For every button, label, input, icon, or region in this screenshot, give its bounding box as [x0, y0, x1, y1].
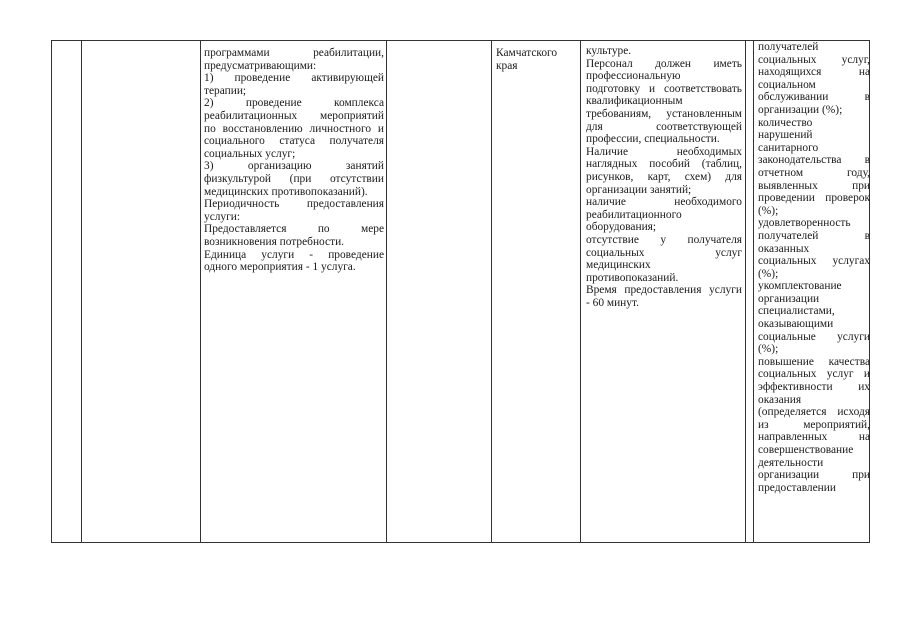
- text-line: нарушений: [758, 129, 813, 142]
- text-line: социальных услуг;: [204, 147, 296, 160]
- service-standard-table: [51, 40, 870, 543]
- text-line: Предоставляется по мере: [204, 223, 384, 236]
- text-line: оборудования;: [586, 221, 657, 234]
- text-line: физкультурой (при отсутствии: [204, 172, 384, 185]
- text-line: отсутствие у получателя: [586, 233, 742, 246]
- text-line: края: [496, 59, 518, 72]
- text-line: социальных услуг: [586, 246, 742, 259]
- text-line: оказывающими: [758, 318, 834, 331]
- text-line: наглядных пособий (таблиц,: [586, 158, 742, 171]
- service-description-cell: [204, 47, 384, 274]
- text-line: для соответствующей: [586, 120, 742, 133]
- text-line: одного мероприятия - 1 услуга.: [204, 261, 356, 274]
- text-line: социальном: [758, 78, 816, 91]
- text-line: Периодичность предоставления: [204, 198, 384, 211]
- text-line: реабилитационного: [586, 208, 682, 221]
- text-line: проведении проверок: [758, 192, 870, 205]
- text-line: (%);: [758, 267, 779, 280]
- text-line: (%);: [758, 343, 779, 356]
- column-divider-5: [580, 41, 581, 542]
- text-line: количество: [758, 116, 813, 129]
- text-line: 2) проведение комплекса: [204, 97, 384, 110]
- text-line: организации при: [758, 469, 870, 482]
- text-line: реабилитационных мероприятий: [204, 109, 384, 122]
- column-divider-3: [386, 41, 387, 542]
- text-line: требованиям, установленным: [586, 107, 742, 120]
- column-divider-2: [200, 41, 201, 542]
- text-line: законодательства в: [758, 154, 870, 167]
- text-line: оказанных: [758, 242, 810, 255]
- text-line: укомплектование: [758, 280, 842, 293]
- text-line: эффективности их: [758, 381, 870, 394]
- text-line: социальных услуг и: [758, 368, 870, 381]
- text-line: организации (%);: [758, 103, 843, 116]
- text-line: удовлетворенность: [758, 217, 851, 230]
- text-line: из мероприятий,: [758, 418, 870, 431]
- text-line: терапии;: [204, 84, 247, 97]
- quality-indicators-cell: [758, 41, 870, 542]
- text-line: Единица услуги - проведение: [204, 248, 384, 261]
- text-line: социальных услугах: [758, 255, 870, 268]
- text-line: услуги:: [204, 210, 241, 223]
- text-line: социальных услуг,: [758, 53, 870, 66]
- text-line: обслуживании в: [758, 91, 870, 104]
- region-cell: [496, 47, 578, 72]
- text-line: Персонал должен иметь: [586, 57, 742, 70]
- text-line: совершенствование: [758, 444, 854, 456]
- text-line: социальные услуги: [758, 330, 870, 343]
- text-line: противопоказаний.: [586, 271, 679, 284]
- column-divider-4: [491, 41, 492, 542]
- column-divider-7: [753, 41, 754, 542]
- text-line: Камчатского: [496, 47, 558, 59]
- text-line: получателей в: [758, 229, 870, 242]
- text-line: деятельности: [758, 456, 824, 469]
- text-line: программами реабилитации,: [204, 47, 384, 59]
- text-line: 3) организацию занятий: [204, 160, 384, 173]
- text-line: предусматривающими:: [204, 59, 317, 72]
- text-line: медицинских противопоказаний).: [204, 185, 368, 198]
- text-line: культуре.: [586, 45, 632, 57]
- text-line: оказания: [758, 393, 802, 406]
- text-line: организации занятий;: [586, 183, 692, 196]
- text-line: повышение качества: [758, 355, 870, 368]
- text-line: Наличие необходимых: [586, 145, 742, 158]
- text-line: (определяется исходя: [758, 406, 870, 419]
- text-line: социального статуса получателя: [204, 135, 384, 148]
- text-line: медицинских: [586, 259, 651, 272]
- text-line: выявленных при: [758, 179, 870, 192]
- text-line: санитарного: [758, 141, 819, 154]
- column-divider-6: [745, 41, 746, 542]
- text-line: рисунков, карт, схем) для: [586, 170, 742, 183]
- text-line: Время предоставления услуги: [586, 284, 742, 297]
- text-line: подготовку и соответствовать: [586, 82, 742, 95]
- text-line: профессиональную: [586, 70, 681, 83]
- text-line: направленных на: [758, 431, 870, 444]
- text-line: квалификационным: [586, 95, 683, 108]
- text-line: организации: [758, 292, 820, 305]
- text-line: наличие необходимого: [586, 196, 742, 209]
- text-line: отчетном году,: [758, 166, 870, 179]
- text-line: специалистами,: [758, 305, 835, 318]
- text-line: (%);: [758, 204, 779, 217]
- text-line: получателей: [758, 41, 819, 53]
- text-line: возникновения потребности.: [204, 235, 345, 248]
- text-line: - 60 минут.: [586, 296, 639, 309]
- service-conditions-cell: [586, 45, 742, 309]
- column-divider-1: [81, 41, 82, 542]
- text-line: 1) проведение активирующей: [204, 72, 384, 85]
- text-line: предоставлении: [758, 481, 836, 494]
- text-line: профессии, специальности.: [586, 133, 720, 146]
- text-line: по восстановлению личностного и: [204, 122, 384, 135]
- text-line: находящихся на: [758, 66, 870, 79]
